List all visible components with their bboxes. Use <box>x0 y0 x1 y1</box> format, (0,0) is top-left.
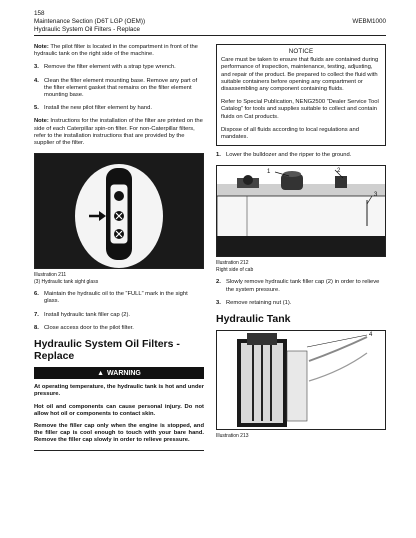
illustration-caption: (3) Hydraulic tank sight glass <box>34 278 99 285</box>
warning-banner <box>34 367 204 379</box>
notice-paragraph: Refer to Special Publication, NENG2500 “Dealer Service Tool Catalog” for tools and supplies suitable to collect and contain fluids on Cat products. <box>221 99 379 120</box>
note-installation <box>34 118 204 147</box>
step-item <box>34 325 204 332</box>
callout-2: 2 <box>337 168 341 175</box>
illustration-sight-glass <box>34 153 204 269</box>
step-text: Install the new pilot filter element by hand. <box>44 105 152 112</box>
sight-glass-drawing <box>35 154 204 269</box>
step-item <box>216 279 386 293</box>
step-text: Close access door to the pilot filter. <box>44 324 134 331</box>
warning-rule <box>34 450 204 451</box>
illustration-label: Illustration 212 <box>216 260 249 267</box>
section-heading: Hydraulic System Oil Filters - Replace <box>34 338 180 363</box>
step-item <box>216 300 386 307</box>
note-label: Note: <box>34 118 49 125</box>
step-number: 4. <box>34 77 39 84</box>
step-number: 2. <box>216 279 221 286</box>
step-number: 8. <box>34 324 39 331</box>
section-heading: Hydraulic Tank <box>216 313 291 326</box>
notice-box <box>216 44 386 146</box>
step-text: Install hydraulic tank filler cap (2). <box>44 311 131 318</box>
step-text: Lower the bulldozer and the ripper to the ground. <box>226 152 352 159</box>
note-label: Note: <box>34 44 49 50</box>
left-column <box>34 44 204 451</box>
step-item <box>34 105 204 112</box>
step-item <box>216 152 386 159</box>
step-item <box>34 312 204 319</box>
step-text: Maintain the hydraulic oil to the “FULL” mark in the sight glass. <box>44 291 188 305</box>
step-text: Clean the filter element mounting base. Remove any part of the filter element gasket that remains on the filter element mounting base. <box>44 77 198 99</box>
step-number: 1. <box>216 152 221 159</box>
illustration-caption: Right side of cab <box>216 266 254 273</box>
warning-paragraph: At operating temperature, the hydraulic tank is hot and under pressure. <box>34 384 204 398</box>
hydraulic-tank-drawing <box>217 331 386 430</box>
document-id: WEBM1000 <box>352 18 386 25</box>
section-title: Maintenance Section (D6T LGP (OEM)) <box>34 18 146 25</box>
step-number: 6. <box>34 291 39 298</box>
note-text: The pilot filter is located in the compartment in front of the hydraulic tank on the right side of the machine. <box>34 44 198 58</box>
cab-drawing <box>217 166 386 257</box>
warning-triangle-icon: ▲ <box>97 369 105 377</box>
illustration-label: Illustration 211 <box>34 272 67 279</box>
step-text: Remove the filter element with a strap type wrench. <box>44 64 176 71</box>
illustration-hydraulic-tank <box>216 330 386 430</box>
note-pilot-filter <box>34 44 204 58</box>
header-rule <box>34 35 386 36</box>
callout-3: 3 <box>374 192 378 199</box>
notice-title: NOTICE <box>288 48 314 55</box>
warning-title: WARNING <box>107 369 141 377</box>
illustration-label: Illustration 213 <box>216 433 249 440</box>
step-item <box>34 78 204 100</box>
warning-paragraph: Hot oil and components can cause personal injury. Do not allow hot oil or components to contact skin. <box>34 403 204 417</box>
step-number: 5. <box>34 105 39 112</box>
notice-paragraph: Care must be taken to ensure that fluids are contained during performance of inspection, maintenance, testing, adjusting, and repair of the product. Be prepared to collect the fluid with suitable containers before opening any compartment or disassembling any component containing fluids. <box>221 57 379 93</box>
illustration-cab <box>216 165 386 257</box>
callout-4: 4 <box>369 332 373 339</box>
step-number: 3. <box>216 299 221 306</box>
warning-paragraph: Remove the filler cap only when the engine is stopped, and the filler cap is cool enough to touch with your bare hand. Remove the filler cap slowly in order to relieve pressure. <box>34 423 204 444</box>
step-item <box>34 291 204 305</box>
notice-paragraph: Dispose of all fluids according to local regulations and mandates. <box>221 126 359 141</box>
callout-1: 1 <box>267 169 271 176</box>
page-number: 158 <box>34 10 45 17</box>
step-item <box>34 64 204 71</box>
step-number: 3. <box>34 64 39 71</box>
step-number: 7. <box>34 311 39 318</box>
right-column <box>216 44 386 440</box>
step-text: Remove retaining nut (1). <box>226 299 292 306</box>
topic-title: Hydraulic System Oil Filters - Replace <box>34 26 141 33</box>
page-header <box>34 10 386 34</box>
note-text: Instructions for the installation of the filter are printed on the side of each Caterpillar spin-on filter. For non-Caterpillar filters, refer to the installation instructions that are provided by the supplier of the filter. <box>34 118 203 147</box>
step-text: Slowly remove hydraulic tank filler cap (2) in order to relieve the system pressure. <box>226 279 380 293</box>
